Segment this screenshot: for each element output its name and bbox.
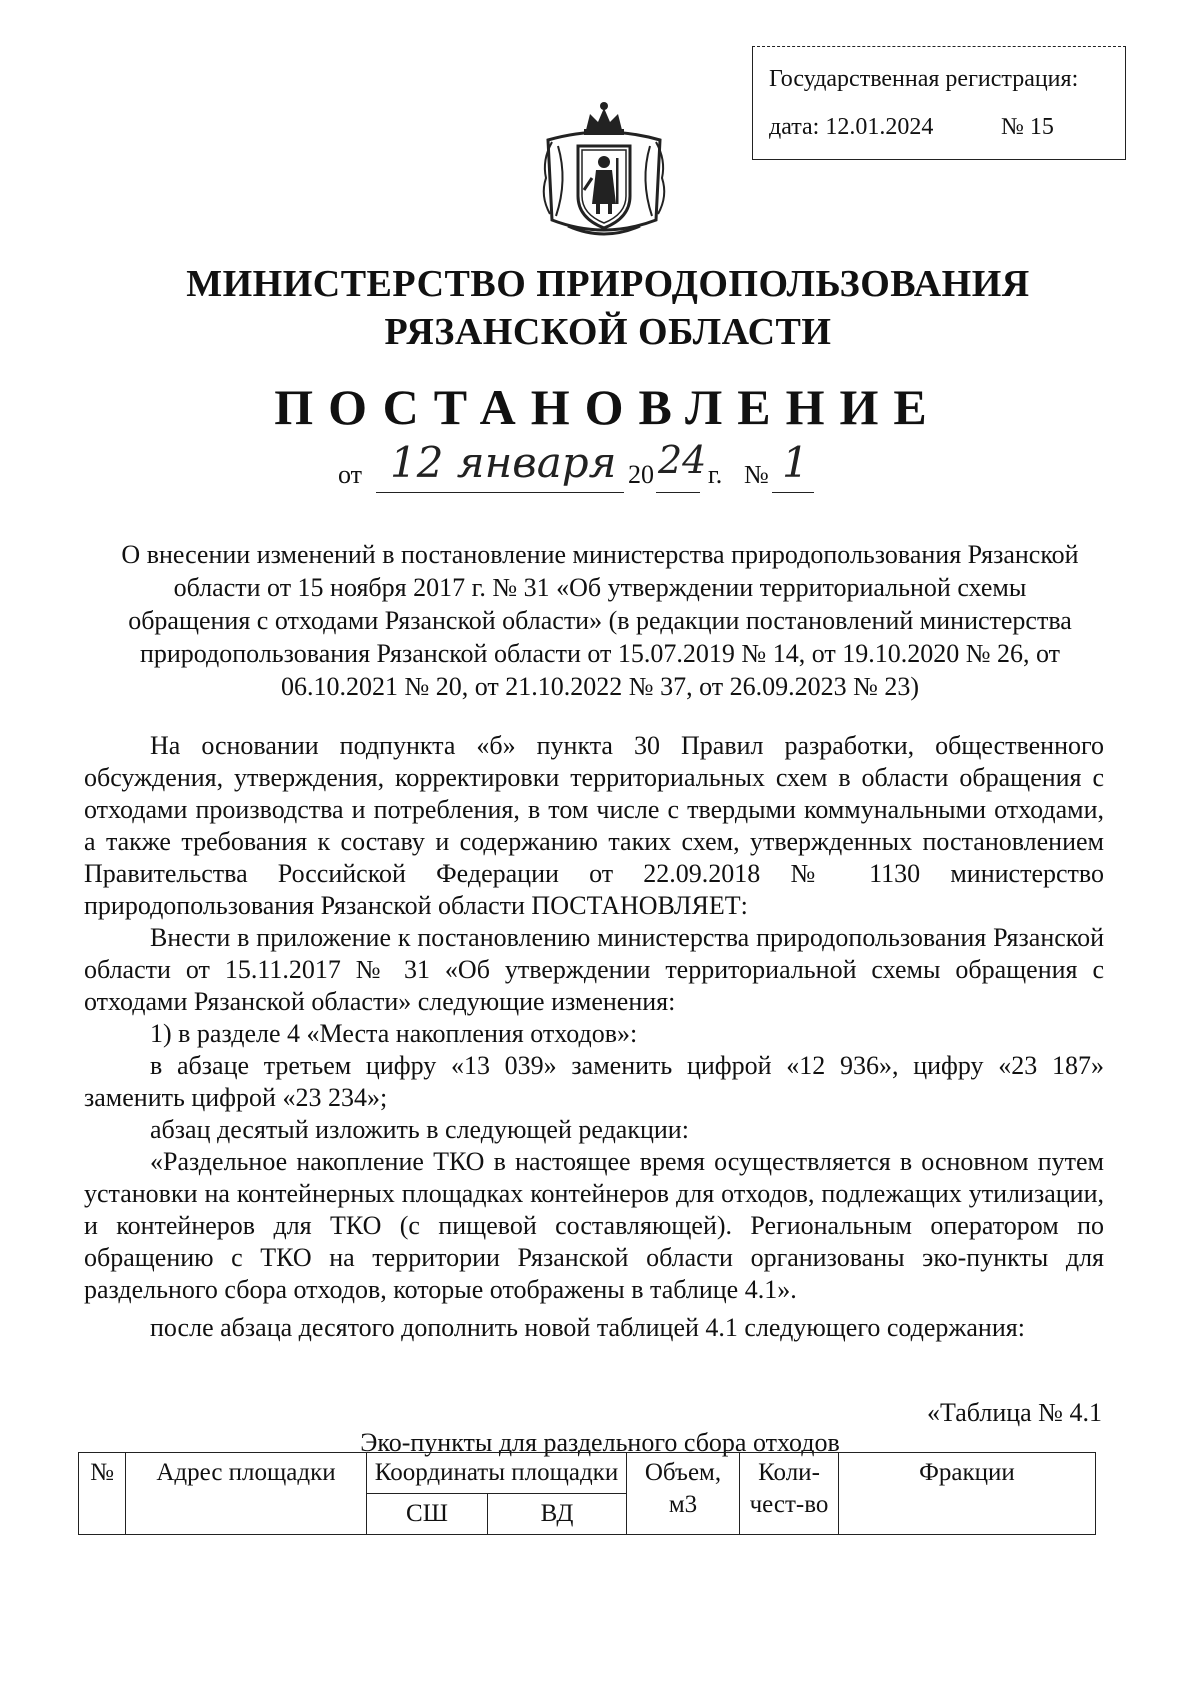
paragraph-add-table: после абзаца десятого дополнить новой таблицей 4.1 следующего содержания: xyxy=(150,1313,1025,1342)
paragraph-section4: 1) в разделе 4 «Места накопления отходов»: xyxy=(150,1019,638,1048)
ministry-name-line1: МИНИСТЕРСТВО ПРИРОДОПОЛЬЗОВАНИЯ xyxy=(186,263,1030,305)
handwritten-year-suffix: 24 xyxy=(658,438,707,482)
paragraph-quote: «Раздельное накопление ТКО в настоящее время осуществляется в основном путем установки на контейнерных площадках контейнеров для отходов, подлежащих утилизации, и контейнеров для ТКО (с пищевой составляющей). Региональным оператором по обращению с ТКО на территории Рязанской области организованы эко-пункты для раздельного сбора отходов, которые отображены в таблице 4.1». xyxy=(84,1147,1104,1304)
ryazan-coat-of-arms-icon xyxy=(538,100,670,240)
col-header-lat: СШ xyxy=(367,1494,488,1535)
registration-box xyxy=(752,46,1126,160)
col-header-coords: Координаты площадки xyxy=(367,1453,627,1494)
registration-title: Государственная регистрация: xyxy=(769,66,1079,92)
document-type-title: ПОСТАНОВЛЕНИЕ xyxy=(274,379,942,435)
handwritten-day-month: 12 января xyxy=(390,438,617,487)
col-header-lon: ВД xyxy=(488,1494,627,1535)
handwritten-number: 1 xyxy=(782,438,809,487)
col-header-count: Коли-чест-во xyxy=(740,1453,839,1535)
table-caption: Эко-пункты для раздельного сбора отходов xyxy=(360,1428,840,1457)
decree-subject: О внесении изменений в постановление министерства природопользования Рязанской области от 15 ноября 2017 г. № 31 «Об утверждении территориальной схемы обращения с отходами Рязанской области» (в редакции постановлений министерства природопользования Рязанской области от 15.07.2019 № 14, от 19.10.2020 № 26, от 06.10.2021 № 20, от 21.10.2022 № 37, от 26.09.2023 № 23) xyxy=(121,540,1079,701)
col-header-address: Адрес площадки xyxy=(126,1453,367,1535)
registration-date: дата: 12.01.2024 xyxy=(769,114,934,140)
dateline-year-prefix: 20 xyxy=(628,460,654,489)
eco-points-table xyxy=(78,1452,1096,1535)
paragraph-abzac10: абзац десятый изложить в следующей редакции: xyxy=(150,1115,689,1144)
table-label: «Таблица № 4.1 xyxy=(926,1398,1102,1427)
paragraph-basis: На основании подпункта «б» пункта 30 Правил разработки, общественного обсуждения, утверждения, корректировки территориальных схем в области обращения с отходами производства и потребления, в том числе с твердыми коммунальными отходами, а также требования к составу и содержанию таких схем, утвержденных постановлением Правительства Российской Федерации от 22.09.2018 № 1130 министерство природопользования Рязанской области ПОСТАНОВЛЯЕТ: xyxy=(84,731,1104,920)
paragraph-abzac3: в абзаце третьем цифру «13 039» заменить цифрой «12 936», цифру «23 187» заменить цифрой «23 234»; xyxy=(84,1051,1104,1112)
decree-dateline xyxy=(338,438,878,498)
registration-number: № 15 xyxy=(1001,114,1054,140)
dateline-prefix: от xyxy=(338,460,363,489)
ministry-name-line2: РЯЗАНСКОЙ ОБЛАСТИ xyxy=(384,311,832,353)
dateline-g: г. xyxy=(708,460,723,489)
paragraph-amend: Внести в приложение к постановлению министерства природопользования Рязанской области от 15.11.2017 № 31 «Об утверждении территориальной схемы обращения с отходами Рязанской области» следующие изменения: xyxy=(84,923,1104,1016)
col-header-fractions: Фракции xyxy=(839,1453,1096,1535)
col-header-volume: Объем, м3 xyxy=(627,1453,740,1535)
dateline-number-label: № xyxy=(744,460,769,489)
col-header-number: № xyxy=(79,1453,126,1535)
decree-body xyxy=(84,730,1104,1344)
